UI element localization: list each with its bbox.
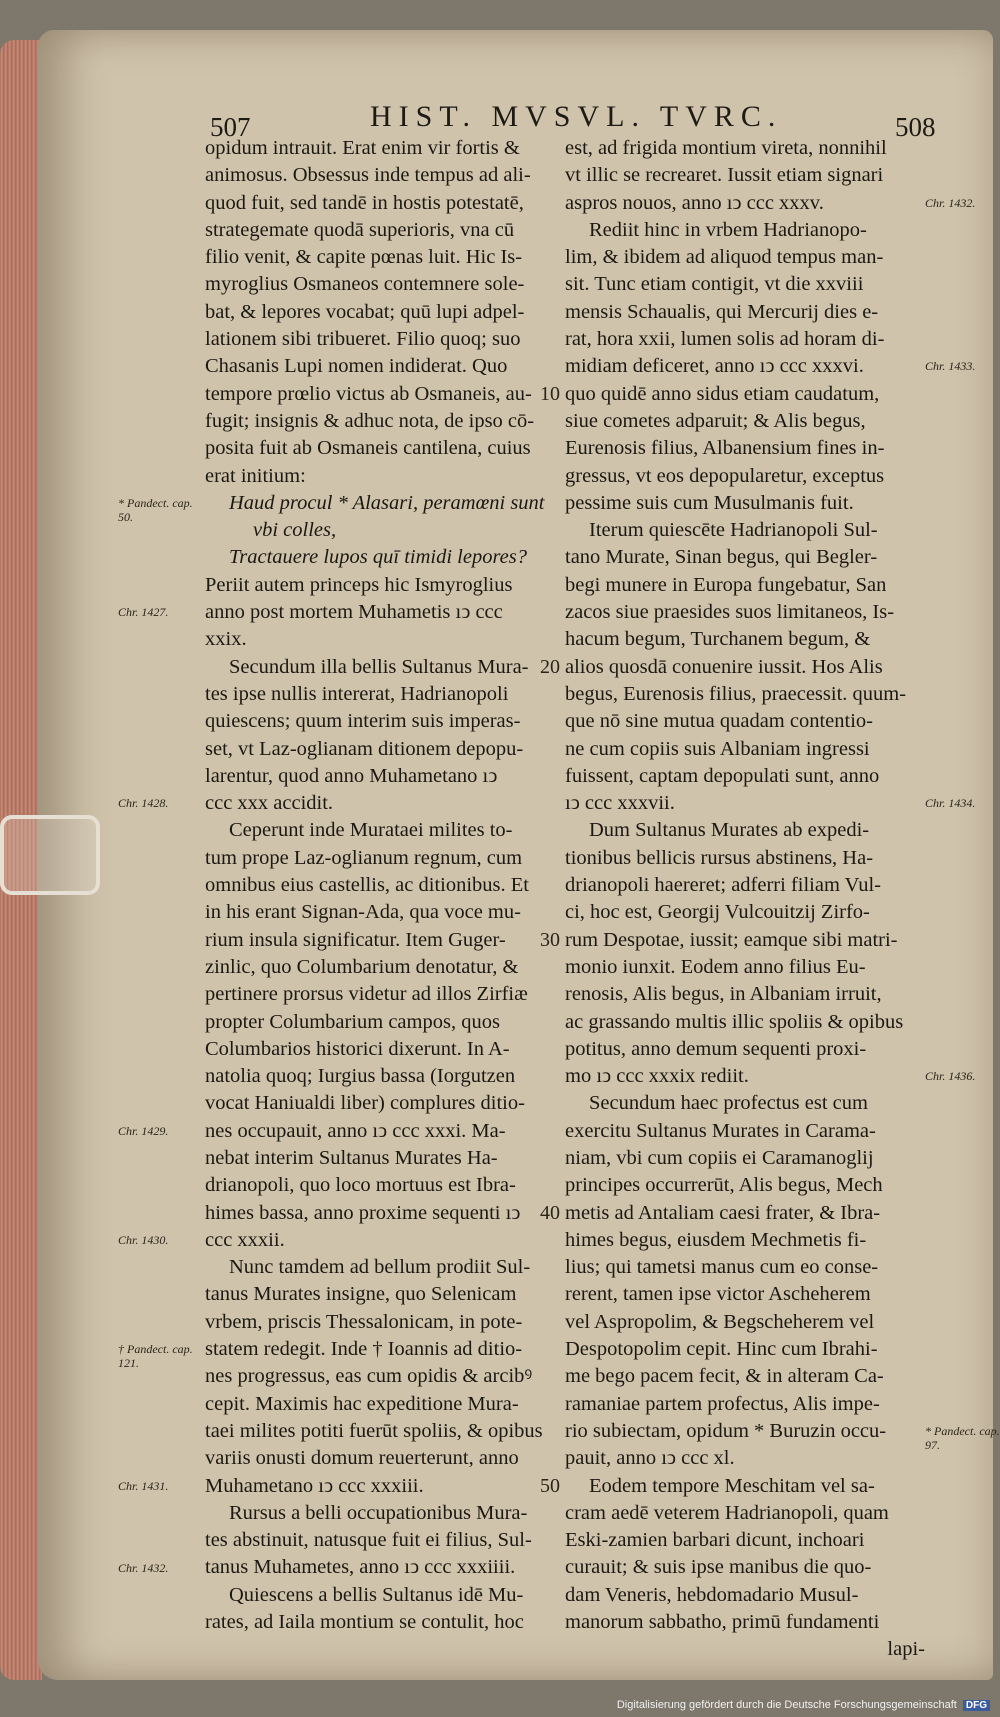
text-line: lius; qui tametsi manus cum eo conse- xyxy=(565,1256,879,1279)
right-text-column xyxy=(565,135,925,1664)
text-line: tes ipse nullis intererat, Hadrianopoli xyxy=(205,682,509,705)
text-line: niam, vbi cum copiis ei Caramanoglij xyxy=(565,1146,874,1169)
text-line: cram aedē veterem Hadrianopoli, quam xyxy=(565,1501,889,1524)
margin-note-left: Chr. 1427. xyxy=(118,605,169,620)
text-line: begus, Eurenosis filius, praecessit. quum- xyxy=(565,682,907,705)
text-line: ne cum copiis suis Albaniam ingressi xyxy=(565,737,870,760)
margin-note-left: Chr. 1429. xyxy=(118,1123,169,1138)
text-line: Ceperunt inde Murataei milites to- xyxy=(229,819,513,842)
text-line: bat, & lepores vocabat; quū lupi adpel- xyxy=(205,300,525,323)
text-line: rium insula significatur. Item Guger- xyxy=(205,928,506,951)
text-line: rates, ad Iaila montium se contulit, hoc xyxy=(205,1611,524,1634)
text-line: Nunc tamdem ad bellum prodiit Sul- xyxy=(229,1256,531,1279)
text-line: natolia quoq; Iurgius bassa (Iorgutzen xyxy=(205,1065,516,1088)
text-line: Haud procul * Alasari, peramœni sunt xyxy=(229,491,545,514)
text-line: fugit; insignis & adhuc nota, de ipso cō- xyxy=(205,409,535,432)
text-line: vbi colles, xyxy=(253,519,337,542)
text-line: omnibus eius castellis, ac ditionibus. Et xyxy=(205,874,529,897)
text-line: mo ıↄ ccc xxxix rediit. xyxy=(565,1065,749,1088)
text-line: zinlic, quo Columbarium denotatur, & xyxy=(205,955,519,978)
text-line: animosus. Obsessus inde tempus ad ali- xyxy=(205,164,531,187)
text-line: gressus, vt eos depopularetur, exceptus xyxy=(565,464,885,487)
margin-note-left: Chr. 1432. xyxy=(118,1560,169,1575)
text-line: rum Despotae, iussit; eamque sibi matri- xyxy=(565,928,898,951)
text-line: nes progressus, eas cum opidis & arcibꝰ xyxy=(205,1365,533,1388)
page-number-right: 508 xyxy=(895,112,936,142)
text-line: strategemate quodā superioris, vna cū xyxy=(205,218,515,241)
text-line: pertinere prorsus videtur ad illos Zirfiæ xyxy=(205,983,528,1006)
text-line: erat initium: xyxy=(205,464,306,487)
line-number: 10 xyxy=(540,382,560,405)
text-line: alios quosdā conuenire iussit. Hos Alis xyxy=(565,655,883,678)
text-line: curauit; & suis ipse manibus die quo- xyxy=(565,1556,872,1579)
text-line: quiescens; quum interim suis imperas- xyxy=(205,710,521,733)
margin-note-left: Chr. 1428. xyxy=(118,796,169,811)
text-line: vel Aspropolim, & Begscheherem vel xyxy=(565,1310,875,1333)
text-line: himes bassa, anno proxime sequenti ıↄ xyxy=(205,1201,521,1224)
text-line: metis ad Antaliam caesi frater, & Ibra- xyxy=(565,1201,881,1224)
text-line: Rediit hinc in vrbem Hadrianopo- xyxy=(589,218,867,241)
text-line: exercitu Sultanus Murates in Carama- xyxy=(565,1119,876,1142)
text-line: mensis Schaualis, qui Mercurij dies e- xyxy=(565,300,879,323)
text-line: anno post mortem Muhametis ıↄ ccc xyxy=(205,601,503,624)
text-line: ac grassando multis illic spoliis & opibus xyxy=(565,1010,904,1033)
text-line: renosis, Alis begus, in Albaniam irruit, xyxy=(565,983,882,1006)
text-line: larentur, quod anno Muhametano ıↄ xyxy=(205,764,498,787)
left-text-column xyxy=(205,135,565,1636)
dfg-logo: DFG xyxy=(963,1700,990,1711)
text-line: potitus, anno demum sequenti proxi- xyxy=(565,1037,867,1060)
text-line: pessime suis cum Musulmanis fuit. xyxy=(565,491,854,514)
text-line: est, ad frigida montium vireta, nonnihil xyxy=(565,137,887,159)
text-line: tanus Muhametes, anno ıↄ ccc xxxiiii. xyxy=(205,1556,516,1579)
text-line: nes occupauit, anno ıↄ ccc xxxi. Ma- xyxy=(205,1119,506,1142)
text-line: Muhametano ıↄ ccc xxxiii. xyxy=(205,1474,424,1497)
text-line: ccc xxxii. xyxy=(205,1228,285,1251)
text-line: Eodem tempore Meschitam vel sa- xyxy=(589,1474,875,1497)
text-line: posita fuit ab Osmaneis cantilena, cuius xyxy=(205,437,531,460)
text-line: statem redegit. Inde † Ioannis ad ditio- xyxy=(205,1338,523,1361)
text-line: quo quidē anno sidus etiam caudatum, xyxy=(565,382,880,405)
text-line: tes abstinuit, natusque fuit ei filius, Sul- xyxy=(205,1529,532,1552)
text-line: Eski-zamien barbari dicunt, inchoari xyxy=(565,1529,865,1552)
text-line: drianopoli haereret; adferri filiam Vul- xyxy=(565,874,882,897)
text-line: rerent, tamen ipse victor Ascheherem xyxy=(565,1283,871,1306)
text-line: Despotopolim cepit. Hinc cum Ibrahi- xyxy=(565,1338,878,1361)
text-line: Secundum haec profectus est cum xyxy=(589,1092,868,1115)
margin-note-left: † Pandect. cap. 121. xyxy=(118,1342,193,1371)
text-line: sit. Tunc etiam contigit, vt die xxviii xyxy=(565,273,864,296)
text-line: ramaniae partem profectus, Alis impe- xyxy=(565,1392,880,1415)
text-line: tionibus bellicis rursus abstinens, Ha- xyxy=(565,846,874,869)
text-line: ci, hoc est, Georgij Vulcouitzij Zirfo- xyxy=(565,901,870,924)
footer-credit xyxy=(617,1699,990,1711)
text-line: tempore prœlio victus ab Osmaneis, au- xyxy=(205,382,532,405)
text-line: vt illic se recrearet. Iussit etiam signari xyxy=(565,164,884,187)
text-line: variis onusti domum reuerterunt, anno xyxy=(205,1447,519,1470)
text-line: manorum sabbatho, primū fundamenti xyxy=(565,1611,880,1634)
margin-note-right: Chr. 1432. xyxy=(925,195,976,210)
text-line: himes begus, eiusdem Mechmetis fi- xyxy=(565,1228,867,1251)
line-number: 30 xyxy=(540,928,560,951)
text-line: pauit, anno ıↄ ccc xl. xyxy=(565,1447,735,1470)
text-line: opidum intrauit. Erat enim vir fortis & xyxy=(205,137,520,159)
text-line: xxix. xyxy=(205,628,247,651)
text-line: tanus Murates insigne, quo Selenicam xyxy=(205,1283,517,1306)
text-line: in his erant Signan-Ada, qua voce mu- xyxy=(205,901,521,924)
text-line: midiam deficeret, anno ıↄ ccc xxxvi. xyxy=(565,355,864,378)
text-line: Rursus a belli occupationibus Mura- xyxy=(229,1501,528,1524)
text-line: set, vt Laz-oglianam ditionem depopu- xyxy=(205,737,524,760)
text-line: lim, & ibidem ad aliquod tempus man- xyxy=(565,246,884,269)
text-line: Eurenosis filius, Albanensium fines in- xyxy=(565,437,885,460)
text-line: taei milites potiti fuerūt spoliis, & opibus xyxy=(205,1419,543,1442)
text-line: Secundum illa bellis Sultanus Mura- xyxy=(229,655,529,678)
text-line: Dum Sultanus Murates ab expedi- xyxy=(589,819,870,842)
margin-note-right: Chr. 1433. xyxy=(925,359,976,374)
text-line: Tractauere lupos quī timidi lepores? xyxy=(229,546,528,569)
text-line: Iterum quiescēte Hadrianopoli Sul- xyxy=(589,519,878,542)
text-line: begi munere in Europa fungebatur, San xyxy=(565,573,887,596)
text-line: lapi- xyxy=(887,1638,925,1661)
text-line: quod fuit, sed tandē in hostis potestatē, xyxy=(205,191,524,214)
text-line: monio iunxit. Eodem anno filius Eu- xyxy=(565,955,866,978)
text-line: Quiescens a bellis Sultanus idē Mu- xyxy=(229,1583,524,1606)
page-number-left: 507 xyxy=(210,112,251,142)
margin-note-right: * Pandect. cap. 97. xyxy=(925,1424,1000,1453)
text-line: zacos siue praesides suos limitaneos, Is- xyxy=(565,601,895,624)
margin-note-right: Chr. 1434. xyxy=(925,796,976,811)
footer-text: Digitalisierung gefördert durch die Deutsche Forschungsgemeinschaft xyxy=(616,1699,957,1711)
page-clip xyxy=(0,815,100,895)
text-line: Periit autem princeps hic Ismyroglius xyxy=(205,573,513,596)
text-line: hacum begum, Turchanem begum, & xyxy=(565,628,871,651)
text-line: aspros nouos, anno ıↄ ccc xxxv. xyxy=(565,191,824,214)
text-line: me bego pacem fecit, & in alteram Ca- xyxy=(565,1365,884,1388)
margin-note-left: Chr. 1430. xyxy=(118,1233,169,1247)
text-line: cepit. Maximis hac expeditione Mura- xyxy=(205,1392,519,1415)
text-line: tum prope Laz-oglianum regnum, cum xyxy=(205,846,523,869)
text-line: fuissent, captam depopulati sunt, anno xyxy=(565,764,880,787)
text-line: dam Veneris, hebdomadario Musul- xyxy=(565,1583,859,1606)
text-line: ıↄ ccc xxxvii. xyxy=(565,792,675,815)
margin-note-right: Chr. 1436. xyxy=(925,1069,976,1084)
text-line: propter Columbarium campos, quos xyxy=(205,1010,500,1033)
text-line: Chasanis Lupi nomen indiderat. Quo xyxy=(205,355,508,378)
text-line: ccc xxx accidit. xyxy=(205,792,334,815)
text-line: vrbem, priscis Thessalonicam, in pote- xyxy=(205,1310,523,1333)
text-line: drianopoli, quo loco mortuus est Ibra- xyxy=(205,1174,516,1197)
text-line: vocat Haniualdi liber) complures ditio- xyxy=(205,1092,525,1115)
text-line: nebat interim Sultanus Murates Ha- xyxy=(205,1146,498,1169)
text-line: Columbarios historici dixerunt. In A- xyxy=(205,1037,510,1060)
text-line: rio subiectam, opidum * Buruzin occu- xyxy=(565,1419,887,1442)
text-line: filio venit, & capite pœnas luit. Hic Is- xyxy=(205,246,523,269)
text-line: siue cometes adparuit; & Alis begus, xyxy=(565,409,866,432)
line-number: 20 xyxy=(540,655,560,678)
text-line: tano Murate, Sinan begus, qui Begler- xyxy=(565,546,878,569)
text-line: principes occurrerūt, Alis begus, Mech xyxy=(565,1174,883,1197)
text-line: que nō sine mutua quadam contentio- xyxy=(565,710,873,733)
text-line: lationem sibi tribueret. Filio quoq; suo xyxy=(205,328,521,351)
margin-note-left: Chr. 1431. xyxy=(118,1478,169,1493)
line-number: 40 xyxy=(540,1201,560,1224)
line-number: 50 xyxy=(540,1474,560,1497)
running-head: HIST. MVSVL. TVRC. xyxy=(370,100,783,133)
margin-note-left: * Pandect. cap. 50. xyxy=(118,495,193,524)
text-line: rat, hora xxii, lumen solis ad horam di- xyxy=(565,328,885,351)
text-line: myroglius Osmaneos contemnere sole- xyxy=(205,273,525,296)
